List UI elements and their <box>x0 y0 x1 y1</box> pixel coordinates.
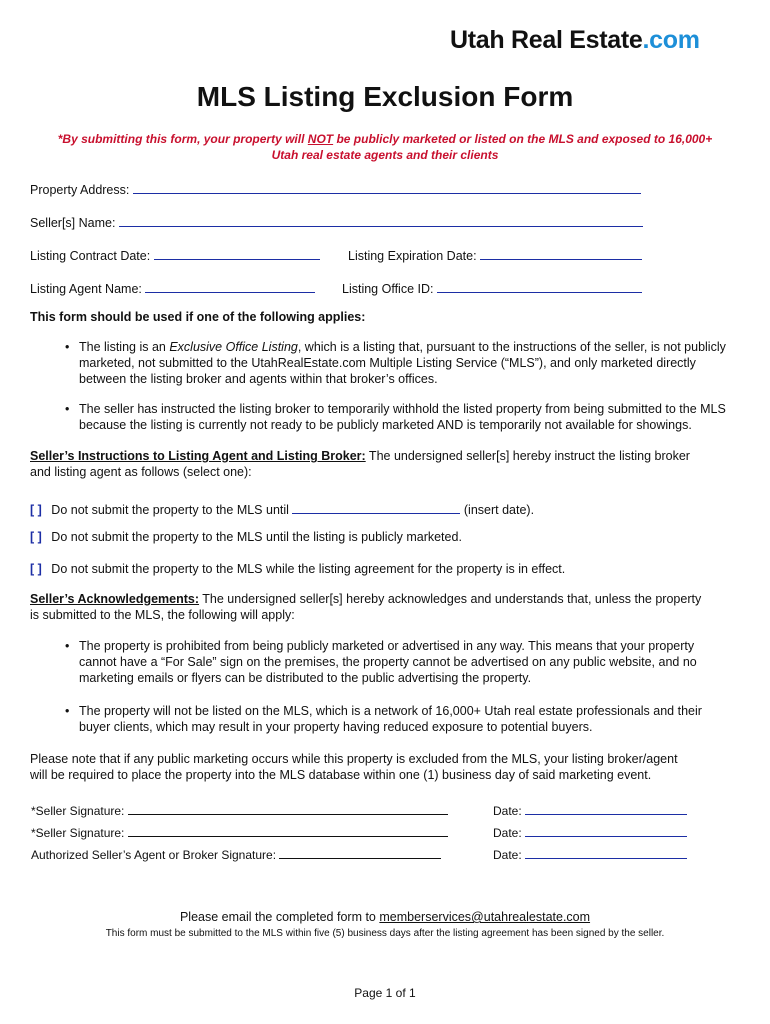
page-title: MLS Listing Exclusion Form <box>196 81 574 112</box>
warning-text-a: *By submitting this form, your property will <box>57 132 308 146</box>
option-2-checkbox[interactable]: [ ] <box>30 530 42 544</box>
acknowledgements-line-1 <box>30 592 701 606</box>
option-3-label: Do not submit the property to the MLS while the listing agreement for the property is in effect. <box>51 562 566 576</box>
date-label: Date: <box>493 804 522 818</box>
acknowledgement-bullet-1-line-1: The property is prohibited from being publicly marketed or advertised in any way. This means that your property <box>79 639 695 653</box>
exclusive-office-listing-term: Exclusive Office Listing <box>169 340 298 354</box>
instructions-line-1 <box>30 449 690 463</box>
listing-contract-date-label: Listing Contract Date: <box>30 249 151 263</box>
option-3-checkbox[interactable]: [ ] <box>30 562 42 576</box>
seller-signature-1-line[interactable] <box>128 802 448 815</box>
logo-suffix-text: .com <box>642 26 700 54</box>
seller-signature-2-date-line[interactable] <box>525 824 687 837</box>
logo-main-text: Utah Real Estate <box>450 26 643 54</box>
page-number: Page 1 of 1 <box>354 986 416 1000</box>
listing-office-id-label: Listing Office ID: <box>342 282 434 296</box>
seller-signature-1-date <box>493 802 687 818</box>
utah-real-estate-logo <box>450 26 700 55</box>
text: , which is a listing that, pursuant to the instructions of the seller, is not publicly <box>297 340 726 354</box>
seller-signature-1-date-line[interactable] <box>525 802 687 815</box>
acknowledgement-bullet-1 <box>65 639 697 685</box>
acknowledgement-bullet-2-line-1: The property will not be listed on the MLS, which is a network of 16,000+ Utah real estate professionals and their <box>79 704 702 718</box>
applies-bullet-2 <box>65 402 726 432</box>
text: The listing is an <box>79 340 170 354</box>
footer-email-line <box>0 910 770 924</box>
agent-signature-date <box>493 846 687 862</box>
agent-signature <box>31 846 441 862</box>
listing-contract-date-input-line[interactable] <box>154 245 320 260</box>
instructions-heading: Seller’s Instructions to Listing Agent and Listing Broker: <box>30 449 366 463</box>
warning-line-2: Utah real estate agents and their clients <box>271 148 499 162</box>
footer-deadline: This form must be submitted to the MLS within five (5) business days after the listing agreement has been signed by the seller. <box>105 928 665 939</box>
seller-name-input-line[interactable] <box>119 212 643 227</box>
option-1-checkbox[interactable]: [ ] <box>30 503 42 517</box>
listing-agent-name-label: Listing Agent Name: <box>30 282 142 296</box>
property-address-field <box>30 179 641 197</box>
seller-signature-2 <box>31 824 448 840</box>
acknowledgement-bullet-2 <box>65 704 702 734</box>
property-address-input-line[interactable] <box>133 179 641 194</box>
note-line-2: will be required to place the property into the MLS database within one (1) business day of said marketing event. <box>30 768 652 782</box>
option-3 <box>30 562 565 576</box>
note-line-1: Please note that if any public marketing occurs while this property is excluded from the MLS, your listing broker/agent <box>30 752 678 766</box>
listing-agent-name-field <box>30 278 315 296</box>
listing-expiration-date-label: Listing Expiration Date: <box>348 249 477 263</box>
applies-bullet-1-line-1 <box>79 340 726 354</box>
bullet-dot: • <box>65 402 70 416</box>
applies-heading: This form should be used if one of the following applies: <box>30 310 366 324</box>
listing-office-id-input-line[interactable] <box>437 278 642 293</box>
seller-signature-2-label: *Seller Signature: <box>31 826 125 840</box>
listing-expiration-date-field <box>348 245 642 263</box>
acknowledgement-bullet-1-line-3: marketing emails or flyers can be distributed to the public advertising the property. <box>79 671 532 685</box>
footer-email-prefix: Please email the completed form to <box>179 910 380 924</box>
applies-bullet-2-line-2: because the listing is currently not ready to be publicly marketed AND is temporarily not available for showings. <box>79 418 692 432</box>
option-2-label: Do not submit the property to the MLS until the listing is publicly marketed. <box>51 530 462 544</box>
listing-office-id-field <box>342 278 642 296</box>
seller-signature-2-date <box>493 824 687 840</box>
acknowledgement-bullet-2-line-2: buyer clients, which may result in your property having reduced exposure to potential buyers. <box>79 720 593 734</box>
agent-signature-line[interactable] <box>279 846 441 859</box>
applies-bullet-1 <box>65 340 726 386</box>
seller-signature-2-line[interactable] <box>128 824 448 837</box>
seller-signature-1-label: *Seller Signature: <box>31 804 125 818</box>
seller-signature-1 <box>31 802 448 818</box>
option-1-label: Do not submit the property to the MLS until <box>51 503 289 517</box>
instructions-text: The undersigned seller[s] hereby instruct the listing broker <box>365 449 690 463</box>
instructions-line-2: and listing agent as follows (select one): <box>30 465 252 479</box>
applies-bullet-1-line-2: marketed, not submitted to the UtahRealEstate.com Multiple Listing Service (“MLS”), and only marketed directly <box>79 356 696 370</box>
listing-expiration-date-input-line[interactable] <box>480 245 642 260</box>
date-label: Date: <box>493 848 522 862</box>
acknowledgements-heading: Seller’s Acknowledgements: <box>30 592 200 606</box>
acknowledgements-text: The undersigned seller[s] hereby acknowledges and understands that, unless the property <box>199 592 702 606</box>
bullet-dot: • <box>65 639 70 653</box>
agent-signature-date-line[interactable] <box>525 846 687 859</box>
applies-bullet-1-line-3: between the listing broker and agents within that broker’s offices. <box>79 372 438 386</box>
acknowledgements-line-2: is submitted to the MLS, the following will apply: <box>30 608 295 622</box>
warning-line-1 <box>0 132 770 146</box>
option-1 <box>30 499 534 517</box>
applies-bullet-2-line-1: The seller has instructed the listing broker to temporarily withhold the listed property from being submitted to the MLS <box>79 402 726 416</box>
member-services-email-link[interactable]: memberservices@utahrealestate.com <box>379 910 591 924</box>
option-2 <box>30 530 462 544</box>
option-1-label-suffix: (insert date). <box>463 503 535 517</box>
warning-text-b: be publicly marketed or listed on the MLS and exposed to 16,000+ <box>333 132 713 146</box>
bullet-dot: • <box>65 704 70 718</box>
property-address-label: Property Address: <box>30 183 130 197</box>
seller-name-label: Seller[s] Name: <box>30 216 116 230</box>
agent-signature-label: Authorized Seller’s Agent or Broker Signature: <box>31 848 277 862</box>
listing-contract-date-field <box>30 245 320 263</box>
warning-not-emphasis: NOT <box>307 132 334 146</box>
option-1-date-input-line[interactable] <box>292 499 460 514</box>
bullet-dot: • <box>65 340 70 354</box>
seller-name-field <box>30 212 643 230</box>
acknowledgement-bullet-1-line-2: cannot have a “For Sale” sign on the premises, the property cannot be advertised on any public website, and no <box>79 655 697 669</box>
listing-agent-name-input-line[interactable] <box>145 278 315 293</box>
date-label: Date: <box>493 826 522 840</box>
